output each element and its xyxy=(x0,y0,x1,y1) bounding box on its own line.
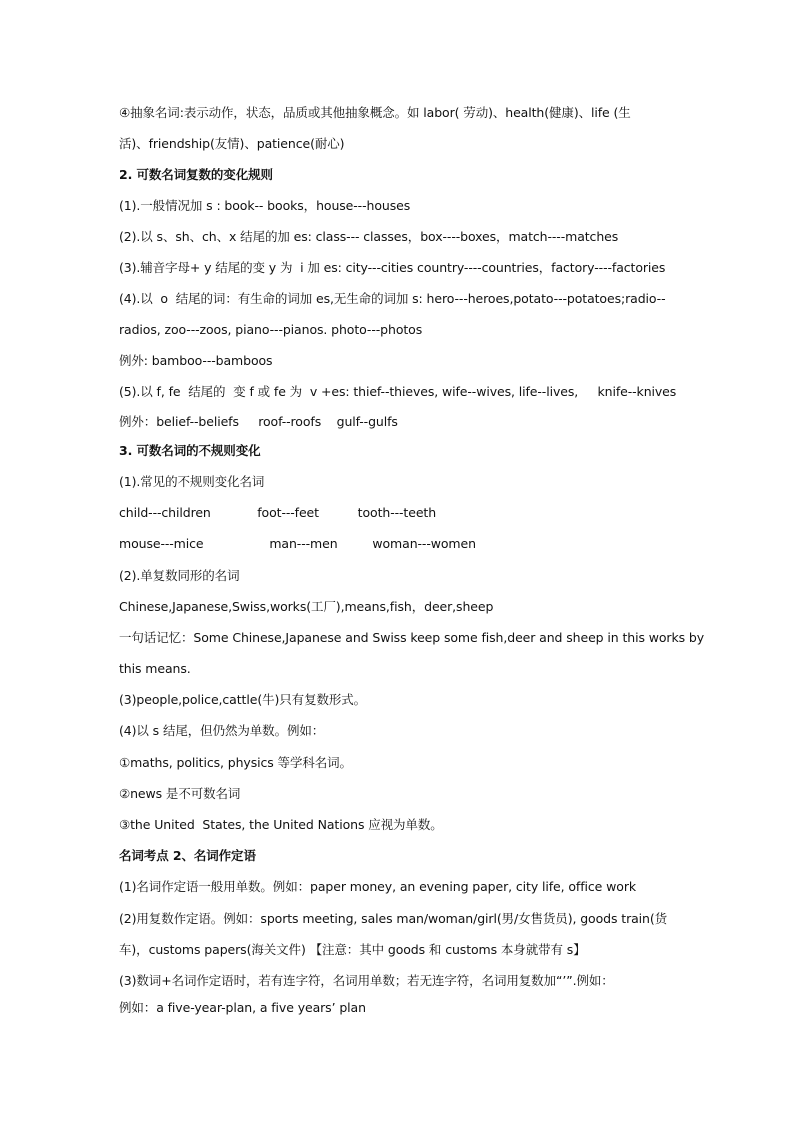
text-line-exception-bamboo: 例外: bamboo---bamboos xyxy=(119,353,273,368)
text-line-attributive-2: (2)用复数作定语。例如：sports meeting, sales man/woman/girl(男/女售货员), goods train(货 xyxy=(119,911,668,926)
section-heading-attributive: 名词考点 2、名词作定语 xyxy=(119,848,256,863)
text-line-attributive-1: (1)名词作定语一般用单数。例如：paper money, an evening paper, city life, office work xyxy=(119,879,636,894)
text-line-attributive-2-cont: 车)，customs papers(海关文件) 【注意：其中 goods 和 customs 本身就带有 s】 xyxy=(119,942,586,957)
section-heading-irregular: 3. 可数名词的不规则变化 xyxy=(119,443,261,458)
section-heading-plural-rules: 2. 可数名词复数的变化规则 xyxy=(119,167,273,182)
text-line-exception-f: 例外：belief--beliefs roof--roofs gulf--gulfs xyxy=(119,414,398,429)
text-line-irregular-common: (1).常见的不规则变化名词 xyxy=(119,474,265,489)
text-line-irregular-row-1: child---children foot---feet tooth---teeth xyxy=(119,505,437,520)
text-line-memory-sentence-cont: this means. xyxy=(119,661,191,676)
text-line-abstract-nouns: ④抽象名词:表示动作，状态，品质或其他抽象概念。如 labor( 劳动)、health(健康)、life (生 xyxy=(119,105,631,120)
text-line-rule-1: (1).一般情况加 s : book-- books，house---houses xyxy=(119,198,411,213)
text-line-abstract-nouns-cont: 活)、friendship(友情)、patience(耐心) xyxy=(119,136,345,151)
text-line-rule-4: (4).以 o 结尾的词：有生命的词加 es,无生命的词加 s: hero---heroes,potato---potatoes;radio-- xyxy=(119,291,666,306)
text-line-s-ending-singular: (4)以 s 结尾，但仍然为单数。例如： xyxy=(119,723,325,738)
text-line-rule-2: (2).以 s、sh、ch、x 结尾的加 es: class--- classes，box----boxes，match----matches xyxy=(119,229,619,244)
text-line-united-states: ③the United States, the United Nations 应视为单数。 xyxy=(119,817,443,832)
text-line-attributive-3: (3)数词+名词作定语时，若有连字符，名词用单数；若无连字符，名词用复数加“’”.例如： xyxy=(119,973,614,988)
text-line-news: ②news 是不可数名词 xyxy=(119,786,241,801)
text-line-same-form: (2).单复数同形的名词 xyxy=(119,568,240,583)
text-line-rule-4-cont: radios, zoo---zoos, piano---pianos. photo---photos xyxy=(119,322,423,337)
text-line-plural-only: (3)people,police,cattle(牛)只有复数形式。 xyxy=(119,692,367,707)
text-line-attributive-3-example: 例如：a five-year-plan, a five years’ plan xyxy=(119,1000,366,1015)
text-line-memory-sentence: 一句话记忆：Some Chinese,Japanese and Swiss keep some fish,deer and sheep in this works by xyxy=(119,630,705,645)
text-line-subject-names: ①maths, politics, physics 等学科名词。 xyxy=(119,755,352,770)
text-line-rule-3: (3).辅音字母+ y 结尾的变 y 为 i 加 es: city---cities country----countries，factory----factories xyxy=(119,260,666,275)
text-line-irregular-row-2: mouse---mice man---men woman---women xyxy=(119,536,476,551)
text-line-rule-5: (5).以 f, fe 结尾的 变 f 或 fe 为 v +es: thief--thieves, wife--wives, life--lives, knife--knives xyxy=(119,384,677,399)
text-line-same-form-list: Chinese,Japanese,Swiss,works(工厂),means,fish，deer,sheep xyxy=(119,599,494,614)
